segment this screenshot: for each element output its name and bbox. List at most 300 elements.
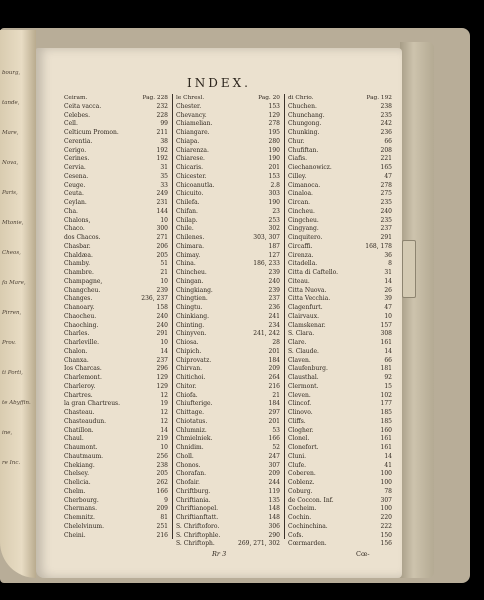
index-entry <box>64 532 174 541</box>
entry-name: Chicaris. <box>176 164 204 171</box>
entry-name: Ceuge. <box>64 181 86 189</box>
entry-name: Chmielniek. <box>176 435 213 443</box>
index-entry <box>176 287 286 296</box>
index-entry <box>64 164 174 173</box>
entry-page: 148 <box>268 505 280 513</box>
entry-name: Champagne, <box>64 277 103 285</box>
entry-name: Choll. <box>176 452 194 460</box>
entry-page: 190 <box>268 146 280 154</box>
entry-name: Chorafan. <box>176 470 207 478</box>
index-entry <box>288 383 398 392</box>
entry-page: 234 <box>268 321 280 329</box>
entry-page: 41 <box>384 461 392 469</box>
entry-name: Clermont. <box>288 382 319 390</box>
entry-name: S. Claude. <box>288 347 319 355</box>
entry-name: Chinkiang. <box>176 312 209 320</box>
entry-name: Chartres. <box>64 391 93 399</box>
entry-name: de Coccon. Inf. <box>288 496 334 504</box>
entry-name: Clonel. <box>288 435 310 443</box>
entry-page: 15 <box>384 382 392 390</box>
entry-page: 275 <box>380 190 392 198</box>
index-entry <box>288 479 398 488</box>
entry-name: Cherbourg. <box>64 496 99 504</box>
left-page-text: fa Mare, <box>2 280 26 286</box>
entry-page: 201 <box>268 164 280 171</box>
entry-page: 21 <box>272 391 280 399</box>
entry-name: Chriftianftatt. <box>176 514 219 521</box>
index-entry <box>176 374 286 383</box>
entry-page: 161 <box>380 444 392 451</box>
index-entry <box>64 453 174 462</box>
entry-name: Chimara. <box>176 242 204 250</box>
entry-page: 242 <box>380 120 392 128</box>
entry-page: 238 <box>156 461 168 469</box>
index-entry <box>288 322 398 331</box>
entry-name: Chilap. <box>176 216 198 224</box>
entry-name: Chaocheu. <box>64 312 97 320</box>
index-page <box>36 48 402 578</box>
index-entry <box>64 190 174 199</box>
index-entry <box>64 365 174 374</box>
entry-name: Chalons, <box>64 216 91 224</box>
entry-name: Chatillon. <box>64 426 94 434</box>
entry-name: Ceita vacca. <box>64 102 102 110</box>
index-column-2 <box>176 94 286 549</box>
index-entry <box>288 295 398 304</box>
page-fore-edge <box>400 42 434 578</box>
entry-page: 237 <box>156 356 168 364</box>
entry-name: Cilley. <box>288 172 307 180</box>
entry-page: 231 <box>156 199 168 206</box>
entry-name: Chipich. <box>176 347 202 355</box>
entry-name: Charlemont. <box>64 374 102 381</box>
index-entry <box>288 400 398 409</box>
entry-page: Pag. 192 <box>366 95 392 101</box>
index-entry <box>64 348 174 357</box>
entry-name: Cesena. <box>64 172 89 180</box>
index-entry <box>64 287 174 296</box>
entry-page: 235 <box>380 199 392 206</box>
entry-name: Cinquitero. <box>288 234 323 241</box>
entry-name: Clare. <box>288 339 307 346</box>
entry-page: 8 <box>388 260 392 268</box>
entry-name: Cerentia. <box>64 137 93 145</box>
entry-name: Cimanoca. <box>288 181 321 189</box>
entry-page: 190 <box>268 155 280 163</box>
entry-page: 297 <box>268 409 280 416</box>
entry-page: 100 <box>380 505 392 513</box>
entry-page: 158 <box>156 304 168 311</box>
entry-page: 253 <box>268 216 280 224</box>
index-entry <box>176 435 286 444</box>
entry-page: Pag. 228 <box>142 95 168 101</box>
index-entry <box>64 374 174 383</box>
index-entry <box>288 164 398 173</box>
entry-page: 235 <box>380 216 392 224</box>
index-entry <box>288 409 398 418</box>
entry-page: 222 <box>380 522 392 530</box>
index-entry <box>288 155 398 164</box>
index-entry <box>288 269 398 278</box>
entry-page: 10 <box>160 277 168 285</box>
entry-page: 184 <box>268 400 280 408</box>
left-page-text: Nova, <box>2 160 19 166</box>
entry-name: Chriftburg. <box>176 487 211 495</box>
entry-page: 308 <box>380 330 392 338</box>
left-page-text: re Inc. <box>2 460 21 466</box>
entry-name: Ceuta. <box>64 190 84 198</box>
column-head <box>176 94 286 103</box>
entry-name: Cheini. <box>64 531 86 539</box>
entry-page: 10 <box>160 339 168 346</box>
entry-name: Clagenfurt. <box>288 304 323 311</box>
index-entry <box>176 269 286 278</box>
index-entry <box>64 112 174 121</box>
entry-name: Chincheu. <box>176 269 207 276</box>
index-entry <box>64 444 174 453</box>
entry-name: Chile. <box>176 225 194 233</box>
entry-page: 219 <box>156 435 168 443</box>
entry-name: Chasteau. <box>64 409 95 416</box>
entry-page: 157 <box>380 321 392 329</box>
index-entry <box>64 138 174 147</box>
entry-name: Chitor. <box>176 382 197 390</box>
column-head <box>288 94 398 103</box>
page-header: INDEX. <box>187 76 251 90</box>
entry-name: Celebes. <box>64 111 90 119</box>
entry-name: Chiosa. <box>176 339 199 346</box>
index-entry <box>176 339 286 348</box>
index-entry <box>176 295 286 304</box>
entry-name: Chasbar. <box>64 242 91 250</box>
entry-page: 165 <box>380 164 392 171</box>
entry-page: 36 <box>384 251 392 259</box>
catchword: Cœ- <box>356 550 370 558</box>
entry-page: 9 <box>164 496 168 504</box>
left-page-text: Prov. <box>2 340 16 346</box>
index-entry <box>176 225 286 234</box>
left-page-text: te Abyffin. <box>2 400 31 406</box>
entry-name: Chuchen. <box>288 102 317 110</box>
entry-name: Cerines. <box>64 155 90 163</box>
entry-name: Chaoching. <box>64 321 99 329</box>
entry-name: Ceylan. <box>64 199 87 206</box>
entry-name: Chasteaudun. <box>64 417 106 425</box>
index-entry <box>64 427 174 436</box>
entry-page: 47 <box>384 172 392 180</box>
entry-page: 209 <box>268 470 280 478</box>
entry-page: 168, 178 <box>365 242 392 250</box>
index-entry <box>176 182 286 191</box>
entry-name: Ios Charcas. <box>64 365 102 373</box>
index-entry <box>176 120 286 129</box>
index-entry <box>64 462 174 471</box>
entry-name: Chofair. <box>176 479 200 486</box>
index-entry <box>288 208 398 217</box>
entry-name: Celticum Promon. <box>64 129 119 136</box>
entry-name: S. Chriftoforo. <box>176 522 220 530</box>
index-entry <box>288 217 398 226</box>
entry-name: Chilenes. <box>176 234 205 241</box>
index-entry <box>176 304 286 313</box>
entry-name: Coburg. <box>288 487 313 495</box>
entry-name: Chaul. <box>64 435 84 443</box>
entry-name: Chingtu. <box>176 304 203 311</box>
index-entry <box>176 453 286 462</box>
entry-name: Chicuito. <box>176 190 204 198</box>
entry-name: Chiarenza. <box>176 146 209 154</box>
entry-name: Chaumont. <box>64 444 98 451</box>
index-entry <box>288 514 398 523</box>
entry-name: Chilefa. <box>176 199 200 206</box>
entry-name: Chungong. <box>288 120 322 128</box>
index-entry <box>176 392 286 401</box>
left-page-text: ti Porti, <box>2 370 23 376</box>
entry-page: 185 <box>380 409 392 416</box>
entry-name: Citta di Caftello. <box>288 269 339 276</box>
entry-name: Clogher. <box>288 426 314 434</box>
entry-name: Chunking. <box>288 129 320 136</box>
index-entry <box>288 488 398 497</box>
index-entry <box>176 400 286 409</box>
entry-name: Coblenz. <box>288 479 315 486</box>
index-entry <box>64 103 174 112</box>
entry-page: 247 <box>268 452 280 460</box>
entry-page: 181 <box>380 365 392 373</box>
entry-page: 244 <box>268 479 280 486</box>
entry-name: Cleven. <box>288 391 311 399</box>
entry-page: 161 <box>380 339 392 346</box>
index-entry <box>64 514 174 523</box>
entry-name: Cœrmarden. <box>288 540 327 548</box>
entry-page: 26 <box>384 286 392 294</box>
entry-page: 31 <box>384 269 392 276</box>
entry-name: Chlumniz. <box>176 426 207 434</box>
entry-page: 102 <box>380 391 392 399</box>
entry-name: Chanxa. <box>64 356 89 364</box>
index-entry <box>176 155 286 164</box>
bookmark-tab <box>402 240 416 298</box>
index-entry <box>288 540 398 549</box>
index-column-3 <box>288 94 398 549</box>
index-entry <box>176 173 286 182</box>
index-entry <box>64 357 174 366</box>
entry-name: Cell. <box>64 120 78 128</box>
index-entry <box>176 252 286 261</box>
entry-page: 187 <box>268 242 280 250</box>
index-entry <box>64 129 174 138</box>
index-entry <box>176 208 286 217</box>
entry-page: 220 <box>380 514 392 521</box>
entry-name: Citadella. <box>288 260 318 268</box>
entry-page: 302 <box>268 225 280 233</box>
entry-page: 236 <box>268 304 280 311</box>
entry-name: Chriftianopel. <box>176 505 219 513</box>
entry-page: 206 <box>156 242 168 250</box>
index-entry <box>176 112 286 121</box>
entry-page: 28 <box>272 339 280 346</box>
entry-page: 190 <box>268 199 280 206</box>
entry-name: Cingcheu. <box>288 216 319 224</box>
entry-page: 239 <box>268 269 280 276</box>
entry-name: Cliffs. <box>288 417 306 425</box>
index-entry <box>64 147 174 156</box>
entry-page: 192 <box>156 155 168 163</box>
column-head <box>64 94 174 103</box>
entry-page: 307 <box>380 496 392 504</box>
entry-page: 23 <box>272 207 280 215</box>
entry-page: 228 <box>156 111 168 119</box>
entry-page: 303 <box>268 190 280 198</box>
index-entry <box>64 418 174 427</box>
entry-page: 236 <box>380 129 392 136</box>
entry-page: 209 <box>156 505 168 513</box>
entry-name: Chifan. <box>176 207 198 215</box>
entry-name: Ceiram. <box>64 95 88 101</box>
entry-page: 148 <box>268 514 280 521</box>
index-entry <box>176 164 286 173</box>
entry-page: 239 <box>156 286 168 294</box>
entry-name: Clonefort. <box>288 444 319 451</box>
index-entry <box>288 348 398 357</box>
entry-name: Coberen. <box>288 470 316 478</box>
index-entry <box>64 234 174 243</box>
entry-page: 205 <box>156 251 168 259</box>
entry-page: 35 <box>160 172 168 180</box>
index-entry <box>64 435 174 444</box>
entry-name: Cha. <box>64 207 78 215</box>
entry-page: 21 <box>160 269 168 276</box>
index-entry <box>176 129 286 138</box>
entry-name: Chonos. <box>176 461 201 469</box>
index-entry <box>288 313 398 322</box>
entry-page: 31 <box>160 164 168 171</box>
index-entry <box>64 304 174 313</box>
entry-name: Citeau. <box>288 277 310 285</box>
index-entry <box>176 427 286 436</box>
entry-name: Chambre. <box>64 269 94 276</box>
entry-page: 177 <box>380 400 392 408</box>
index-entry <box>288 278 398 287</box>
entry-page: 241, 242 <box>253 330 280 338</box>
entry-name: Cochin. <box>288 514 312 521</box>
entry-name: Claven. <box>288 356 311 364</box>
entry-page: 185 <box>380 417 392 425</box>
entry-page: 99 <box>160 120 168 128</box>
index-entry <box>64 120 174 129</box>
index-entry <box>288 532 398 541</box>
entry-page: 291 <box>156 330 168 338</box>
entry-name: Ciechanowicz. <box>288 164 332 171</box>
entry-page: 240 <box>268 277 280 285</box>
index-entry <box>64 479 174 488</box>
index-entry <box>64 322 174 331</box>
entry-name: Cochinchina. <box>288 522 328 530</box>
index-entry <box>176 357 286 366</box>
entry-name: Ciafis. <box>288 155 308 163</box>
index-entry <box>64 409 174 418</box>
entry-page: 51 <box>160 260 168 268</box>
entry-page: Pag. 20 <box>258 95 280 101</box>
entry-page: 153 <box>268 102 280 110</box>
entry-name: Chester. <box>176 102 202 110</box>
entry-name: S. Chriftophle. <box>176 531 221 539</box>
index-entry <box>288 199 398 208</box>
entry-name: Chittage. <box>176 409 205 416</box>
index-entry <box>176 103 286 112</box>
entry-name: Clincof. <box>288 400 312 408</box>
entry-name: di Chrio. <box>288 95 314 101</box>
entry-name: Chiapa. <box>176 137 200 145</box>
index-entry <box>288 444 398 453</box>
index-entry <box>288 453 398 462</box>
left-page-text: ine, <box>2 430 13 436</box>
entry-page: 241 <box>268 312 280 320</box>
index-entry <box>176 278 286 287</box>
entry-page: 81 <box>160 514 168 521</box>
index-entry <box>176 409 286 418</box>
entry-name: Chinting. <box>176 321 205 329</box>
index-entry <box>288 330 398 339</box>
entry-page: 249 <box>156 190 168 198</box>
entry-page: 237 <box>268 295 280 303</box>
index-entry <box>64 505 174 514</box>
index-entry <box>288 103 398 112</box>
entry-name: Chevancy. <box>176 111 207 119</box>
entry-page: 235 <box>380 111 392 119</box>
entry-name: S. Chriftoph. <box>176 540 215 548</box>
entry-page: 278 <box>268 120 280 128</box>
index-entry <box>176 505 286 514</box>
entry-name: Cirenza. <box>288 251 314 259</box>
entry-page: 161 <box>380 435 392 443</box>
column-rule <box>284 94 285 539</box>
entry-name: Chelm. <box>64 487 86 495</box>
entry-name: Changes. <box>64 295 93 303</box>
entry-name: Chaldæa. <box>64 251 93 259</box>
index-entry <box>176 479 286 488</box>
entry-page: 14 <box>160 347 168 355</box>
index-entry <box>288 243 398 252</box>
entry-page: 251 <box>156 522 168 530</box>
entry-page: 153 <box>268 172 280 180</box>
index-entry <box>64 330 174 339</box>
entry-page: 100 <box>380 479 392 486</box>
index-entry <box>64 269 174 278</box>
index-entry <box>176 470 286 479</box>
entry-name: Chimay. <box>176 251 201 259</box>
entry-page: 166 <box>268 435 280 443</box>
entry-page: 119 <box>268 487 280 495</box>
entry-name: China. <box>176 260 196 268</box>
entry-page: 209 <box>268 365 280 373</box>
index-entry <box>176 313 286 322</box>
entry-name: Chautmaum. <box>64 452 104 460</box>
entry-page: 300 <box>156 225 168 233</box>
entry-page: 236, 237 <box>141 295 168 303</box>
index-entry <box>64 252 174 261</box>
index-entry <box>176 138 286 147</box>
entry-page: 232 <box>156 102 168 110</box>
entry-page: 303, 307 <box>253 234 280 241</box>
entry-page: 280 <box>268 137 280 145</box>
entry-name: la gran Chartreus. <box>64 400 121 408</box>
index-entry <box>64 260 174 269</box>
entry-name: Charleville. <box>64 339 99 346</box>
entry-name: Cofs. <box>288 531 304 539</box>
entry-page: 14 <box>384 347 392 355</box>
entry-page: 201 <box>268 417 280 425</box>
